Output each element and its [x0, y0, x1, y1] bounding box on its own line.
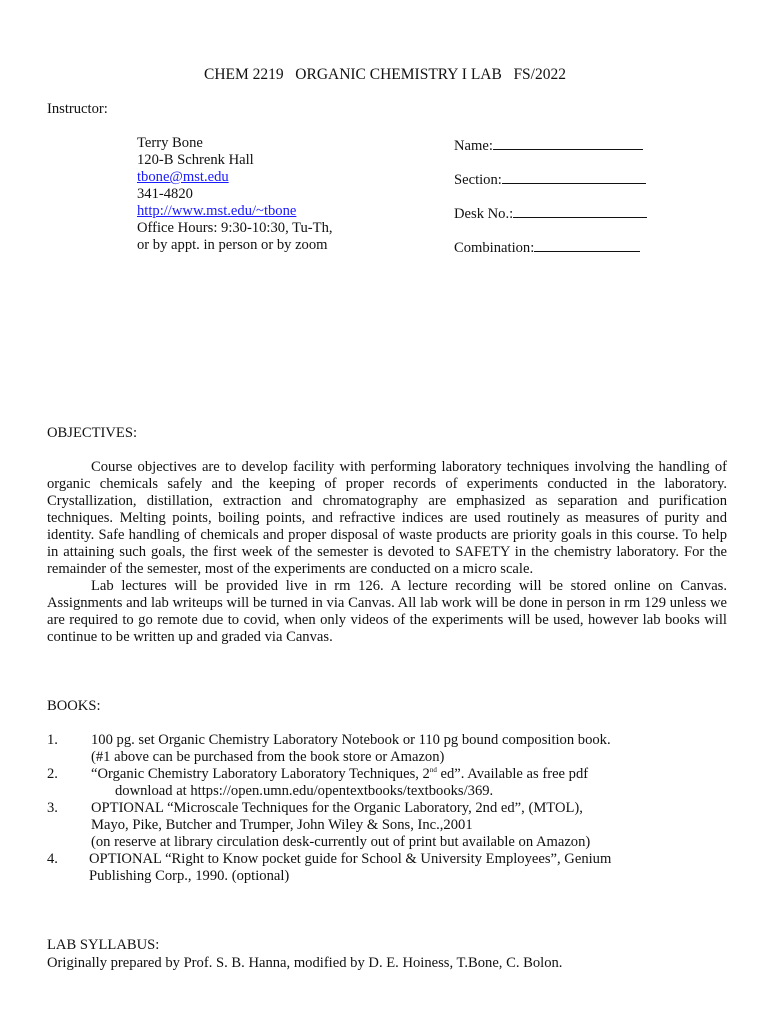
- name-field-line[interactable]: [493, 135, 643, 150]
- lab-syllabus-heading: LAB SYLLABUS:: [47, 937, 160, 953]
- book-line: OPTIONAL “Microscale Techniques for the Organic Laboratory, 2nd ed”, (MTOL),: [91, 800, 583, 816]
- objectives-body: [47, 459, 727, 646]
- objectives-heading: OBJECTIVES:: [47, 425, 137, 441]
- objectives-paragraph-2: Lab lectures will be provided live in rm 126. A lecture recording will be stored online on Canvas. Assignments and lab writeups will be turned in via Canvas. All lab work will be done in person in rm 129 unless we are required to go remote due to covid, when only videos of the experiments will be used, however lab books will continue to be written up and graded via Canvas.: [47, 578, 727, 645]
- book-line: “Organic Chemistry Laboratory Laboratory Techniques, 2nd ed”. Available as free pdf: [91, 766, 589, 782]
- book-number: 2.: [47, 766, 58, 782]
- book-number: 3.: [47, 800, 58, 816]
- book-line: OPTIONAL “Right to Know pocket guide for School & University Employees”, Genium: [89, 851, 612, 867]
- section-field-label: Section:: [454, 172, 502, 188]
- book-line: (#1 above can be purchased from the book store or Amazon): [91, 749, 445, 765]
- instructor-label: Instructor:: [47, 101, 108, 117]
- book-line: (on reserve at library circulation desk-currently out of print but available on Amazon): [91, 834, 591, 850]
- book-line: Mayo, Pike, Butcher and Trumper, John Wiley & Sons, Inc.,2001: [91, 817, 473, 833]
- student-info-fields: [454, 135, 647, 271]
- combination-field-label: Combination:: [454, 240, 535, 256]
- name-field[interactable]: [454, 135, 647, 169]
- instructor-contact: [137, 135, 333, 254]
- lab-syllabus-credit: Originally prepared by Prof. S. B. Hanna, modified by D. E. Hoiness, T.Bone, C. Bolon.: [47, 955, 563, 971]
- section-field-line[interactable]: [502, 169, 646, 184]
- instructor-website-link[interactable]: http://www.mst.edu/~tbone: [137, 203, 297, 219]
- instructor-email-link[interactable]: tbone@mst.edu: [137, 169, 229, 185]
- desk-no-field[interactable]: [454, 203, 647, 237]
- combination-field[interactable]: [454, 237, 647, 271]
- book-item-2: [47, 766, 727, 800]
- books-list: [47, 732, 727, 885]
- instructor-office: 120-B Schrenk Hall: [137, 152, 254, 168]
- book-line: 100 pg. set Organic Chemistry Laboratory Notebook or 110 pg bound composition book.: [91, 732, 611, 748]
- desk-no-field-line[interactable]: [513, 203, 647, 218]
- book-number: 1.: [47, 732, 58, 748]
- office-hours-note: or by appt. in person or by zoom: [137, 237, 328, 253]
- name-field-label: Name:: [454, 138, 493, 154]
- book-item-4: [47, 851, 727, 885]
- book-line: download at https://open.umn.edu/opentextbooks/textbooks/369.: [115, 783, 494, 799]
- section-field[interactable]: [454, 169, 647, 203]
- book-item-1: [47, 732, 727, 766]
- combination-field-line[interactable]: [534, 237, 640, 252]
- page-title: CHEM 2219 ORGANIC CHEMISTRY I LAB FS/2022: [204, 66, 566, 83]
- objectives-paragraph-1: Course objectives are to develop facility with performing laboratory techniques involving the handling of organic chemicals safely and the keeping of proper records of experiments conducted in the laboratory. Crystallization, distillation, extraction and chromatography are emphasized as separation and purification techniques. Melting points, boiling points, and refractive indices are used routinely as measures of purity and identity. Safe handling of chemicals and proper disposal of waste products are priority goals in this course. To help in attaining such goals, the first week of the semester is devoted to SAFETY in the chemistry laboratory. For the remainder of the semester, most of the experiments are conducted on a micro scale.: [47, 459, 727, 577]
- desk-no-field-label: Desk No.:: [454, 206, 514, 222]
- books-heading: BOOKS:: [47, 698, 101, 714]
- book-number: 4.: [47, 851, 58, 867]
- office-hours: Office Hours: 9:30-10:30, Tu-Th,: [137, 220, 333, 236]
- superscript-nd: nd: [429, 766, 437, 775]
- instructor-name: Terry Bone: [137, 135, 203, 151]
- book-line: Publishing Corp., 1990. (optional): [89, 868, 290, 884]
- book-item-3: [47, 800, 727, 851]
- instructor-phone: 341-4820: [137, 186, 193, 202]
